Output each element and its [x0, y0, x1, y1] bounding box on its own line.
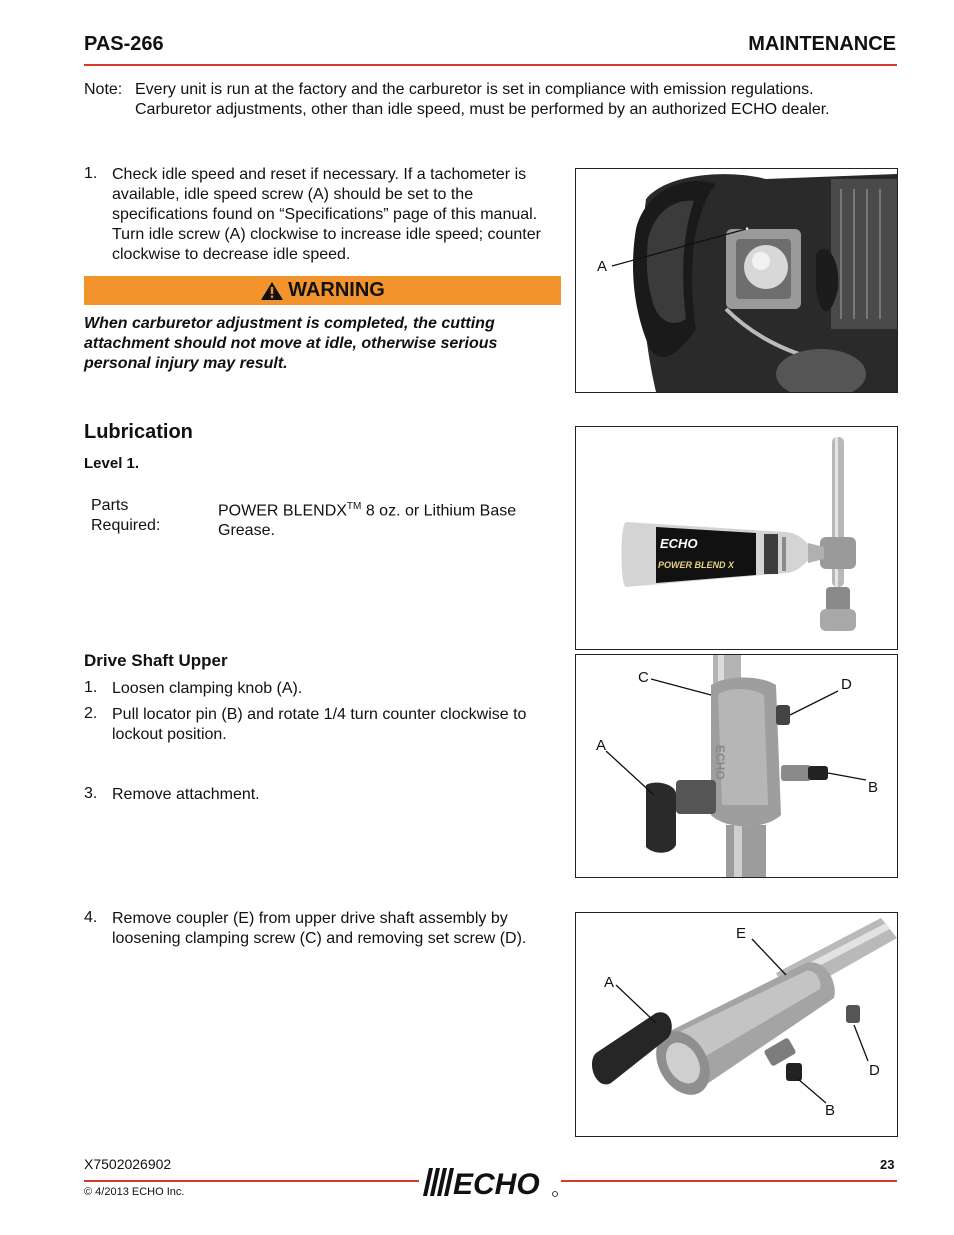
- warning-line: personal injury may result.: [84, 355, 288, 372]
- parts-label-line: Required:: [91, 517, 161, 534]
- drive-step-line: loosening clamping screw (C) and removing set screw (D).: [112, 930, 527, 947]
- coupler-photo: [575, 912, 898, 1137]
- model-number: PAS-266: [84, 33, 164, 55]
- shaft2-label-a: A: [604, 974, 615, 991]
- footer-rule-left: [84, 1180, 419, 1182]
- note-prefix: Note:: [84, 81, 123, 98]
- page-number: 23: [880, 1157, 895, 1172]
- warning-label: WARNING: [288, 279, 385, 301]
- drive-step-2-text: [112, 705, 526, 745]
- part-number: X7502026902: [84, 1156, 172, 1172]
- parts-value-line-2: Grease.: [218, 522, 275, 540]
- drive-step-3-number: 3.: [84, 785, 98, 802]
- drive-step-line: Remove attachment.: [112, 786, 260, 803]
- step-1-line: Turn idle screw (A) clockwise to increase idle speed; counter: [112, 226, 541, 243]
- warning-line: attachment should not move at idle, otherwise serious: [84, 335, 498, 352]
- parts-value: [218, 497, 516, 541]
- drive-shaft-title: Drive Shaft Upper: [84, 651, 228, 670]
- step-1-line: specifications found on “Specifications” page of this manual.: [112, 206, 538, 223]
- warning-triangle-icon: [260, 281, 284, 301]
- drive-step-4-number: 4.: [84, 909, 98, 926]
- drive-step-3-text: [112, 785, 260, 805]
- shaft1-label-d: D: [841, 676, 852, 693]
- shaft1-label-c: C: [638, 669, 649, 686]
- lubrication-title: Lubrication: [84, 421, 193, 443]
- step-1-number: 1.: [84, 165, 98, 182]
- shaft2-label-d: D: [869, 1062, 880, 1079]
- parts-label-line: Parts: [91, 497, 129, 514]
- header-rule: [84, 64, 897, 66]
- drive-step-line: Loosen clamping knob (A).: [112, 680, 303, 697]
- step-1-line: clockwise to decrease idle speed.: [112, 246, 351, 263]
- drive-step-line: lockout position.: [112, 726, 227, 743]
- drive-step-4-text: [112, 909, 526, 949]
- drive-step-line: Remove coupler (E) from upper drive shaft assembly by: [112, 910, 508, 927]
- shaft-brand-text: ECHO: [713, 745, 727, 780]
- shaft1-label-b: B: [868, 779, 879, 796]
- drive-step-1-number: 1.: [84, 679, 98, 696]
- footer-rule-right: [561, 1180, 897, 1182]
- parts-value-line-1: [218, 497, 516, 521]
- echo-logo: [423, 1166, 559, 1198]
- shaft2-label-b: B: [825, 1102, 836, 1119]
- section-title: MAINTENANCE: [748, 33, 896, 55]
- lubrication-level: Level 1.: [84, 455, 140, 472]
- echo-logo-text: ECHO: [453, 1168, 540, 1198]
- step-1-line: available, idle speed screw (A) should be set to the: [112, 186, 474, 203]
- warning-line: When carburetor adjustment is completed, the cutting: [84, 315, 495, 332]
- carburetor-photo: [575, 168, 898, 393]
- shaft1-label-a: A: [596, 737, 607, 754]
- shaft-knob-photo: [575, 654, 898, 878]
- step-1-line: Check idle speed and reset if necessary. If a tachometer is: [112, 166, 527, 183]
- step-1-text: [112, 165, 541, 265]
- carburetor-label-a: A: [597, 258, 608, 275]
- drive-step-2-number: 2.: [84, 705, 98, 722]
- tube-product-text: POWER BLEND X: [658, 560, 735, 570]
- shaft2-label-e: E: [736, 925, 747, 942]
- warning-text: [84, 314, 554, 374]
- trademark: TM: [346, 501, 362, 512]
- product-rest: 8 oz. or Lithium Base: [361, 502, 517, 520]
- echo-logo-icon: [423, 1166, 559, 1198]
- copyright: © 4/2013 ECHO Inc.: [84, 1186, 185, 1198]
- tube-brand-text: ECHO: [660, 536, 698, 551]
- product-name: POWER BLENDX: [218, 502, 347, 520]
- drive-step-1-text: [112, 679, 302, 699]
- grease-tube-photo: [575, 426, 898, 650]
- parts-label: [91, 496, 160, 536]
- drive-step-line: Pull locator pin (B) and rotate 1/4 turn counter clockwise to: [112, 706, 527, 723]
- warning-banner: [84, 276, 561, 305]
- note-line-2: Carburetor adjustments, other than idle speed, must be performed by an authorized ECHO dealer.: [135, 101, 830, 118]
- note-line-1: Every unit is run at the factory and the carburetor is set in compliance with emission regulations.: [135, 81, 814, 98]
